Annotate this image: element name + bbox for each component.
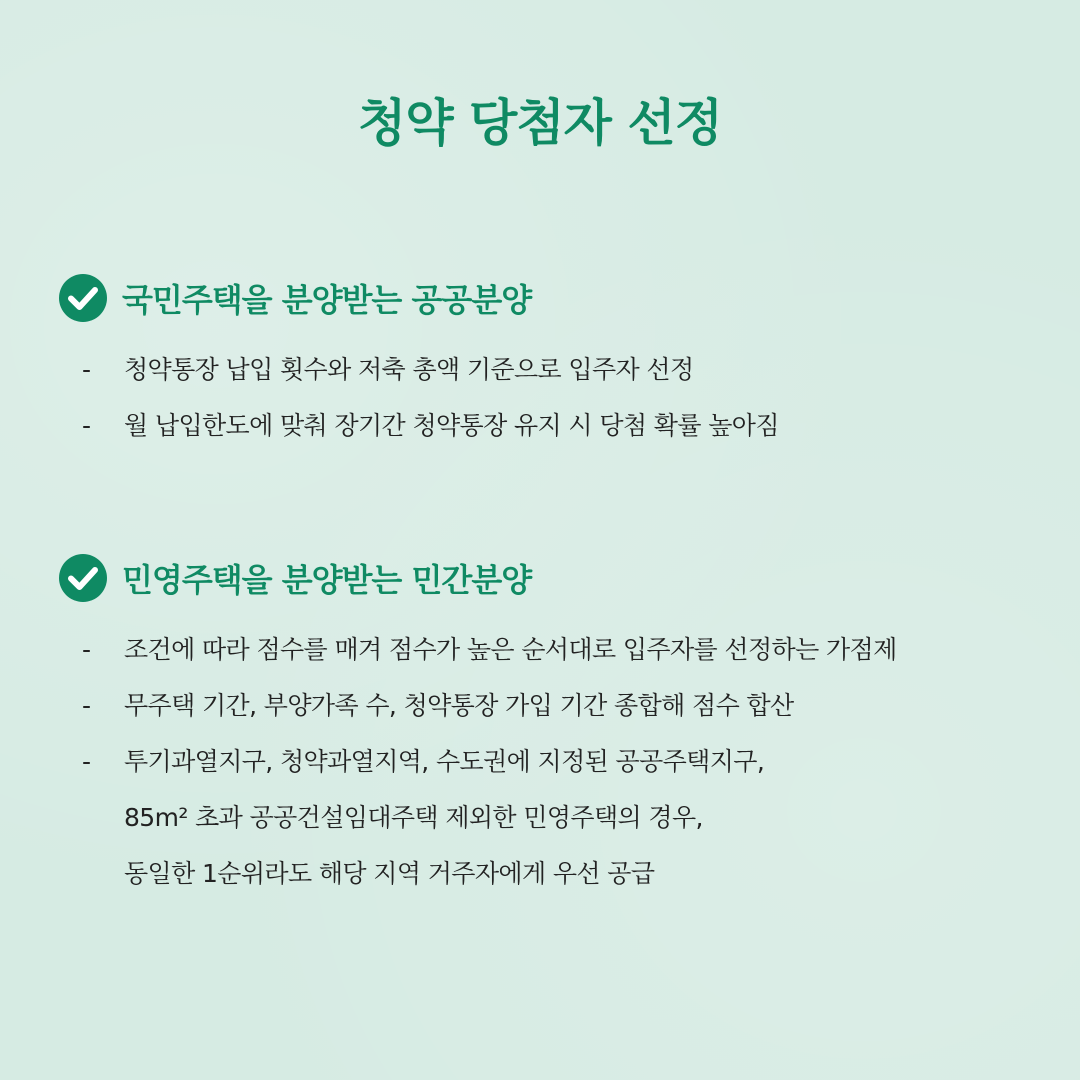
bullet-text: 월 납입한도에 맞춰 장기간 청약통장 유지 시 당첨 확률 높아짐 — [124, 411, 779, 440]
bullet-text — [124, 734, 764, 902]
dash-marker: - — [82, 691, 91, 720]
page-title: 청약 당첨자 선정 — [358, 94, 722, 152]
list-item — [58, 398, 1048, 454]
dash-marker: - — [82, 411, 91, 440]
check-circle-icon — [58, 553, 108, 603]
list-item — [58, 622, 1048, 678]
check-circle-icon — [58, 273, 108, 323]
dash-marker: - — [82, 355, 91, 384]
bullet-line: 투기과열지구, 청약과열지역, 수도권에 지정된 공공주택지구, — [124, 747, 765, 776]
bullet-list — [58, 622, 1048, 902]
list-item — [58, 678, 1048, 734]
bullet-line: 85m² 초과 공공건설임대주택 제외한 민영주택의 경우, — [124, 803, 703, 832]
bullet-text: 무주택 기간, 부양가족 수, 청약통장 가입 기간 종합해 점수 합산 — [124, 691, 794, 720]
bullet-list — [58, 342, 1048, 454]
dash-marker: - — [82, 747, 91, 776]
section-heading — [58, 550, 1048, 606]
section-private-sale — [58, 550, 1048, 886]
list-item — [58, 342, 1048, 398]
section-heading — [58, 270, 1048, 326]
list-item — [58, 734, 1048, 902]
dash-marker: - — [82, 635, 91, 664]
bullet-text: 청약통장 납입 횟수와 저축 총액 기준으로 입주자 선정 — [124, 355, 694, 384]
bullet-line: 동일한 1순위라도 해당 지역 거주자에게 우선 공급 — [124, 859, 655, 888]
section-public-sale — [58, 270, 1048, 438]
section-title: 국민주택을 분양받는 공공분양 — [122, 281, 532, 319]
bullet-text: 조건에 따라 점수를 매겨 점수가 높은 순서대로 입주자를 선정하는 가점제 — [124, 635, 897, 664]
section-title: 민영주택을 분양받는 민간분양 — [122, 561, 532, 599]
